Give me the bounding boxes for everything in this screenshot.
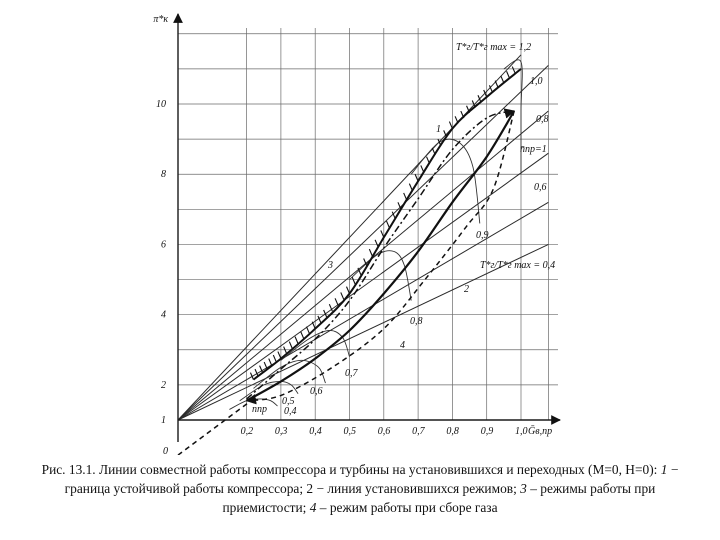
x-tick-label: 1,0 [515,426,528,437]
surge-hatch-mark [301,332,304,339]
label-temp-0-6: 0,6 [534,182,547,193]
figure-caption [28,460,692,517]
y-tick-label: 6 [161,239,166,251]
deceleration-line-4 [247,111,514,401]
x-tick-label: 0,2 [240,426,254,437]
axes [178,14,560,442]
x-tick-label: 0,9 [480,426,494,437]
surge-hatch-mark [409,184,412,191]
temperature-line-4 [178,202,548,420]
surge-hatch-mark [375,240,378,247]
label-npr: nпр [252,404,267,415]
x-tick-label: 0,8 [446,426,459,437]
label-speed-0-6: 0,6 [310,386,323,397]
label-line-2: 2 [464,284,469,295]
surge-hatch-mark [352,277,355,284]
surge-hatch-mark [381,230,384,237]
y-tick-label: 4 [161,309,166,321]
surge-hatch-mark [306,327,309,334]
label-npr-1: n̄пр=1 [520,144,547,155]
x-tick-label: 0,6 [377,426,391,437]
surge-hatch-mark [273,355,276,362]
labels [153,14,555,455]
label-speed-0-9: 0,9 [476,230,489,241]
surge-hatch-mark [432,148,435,155]
label-speed-0-7: 0,7 [345,368,358,379]
surge-hatch-mark [404,193,407,200]
surge-hatch-mark [278,352,281,359]
surge-hatch-mark [369,249,372,256]
x-tick-label: 0,3 [274,426,288,437]
caption-item-4-number: 4 [309,500,317,515]
temperature-line-1 [178,65,548,420]
caption-item-3-text: – режимы работы при приемистости; [222,481,656,515]
caption-item-1-number: 1 [660,462,668,477]
caption-item-3-number: 3 [520,481,527,496]
surge-hatch-mark [341,292,344,299]
surge-hatch-mark [415,174,418,181]
label-temp-1-2: T*г/T*г max = 1,2 [456,42,532,53]
y-tick-label: 10 [156,99,166,110]
surge-line-1 [254,69,522,380]
surge-hatch-mark [255,369,258,376]
y-tick-label: 8 [161,169,166,181]
caption-item-4-text: – режим работы при сборе газа [316,500,498,515]
surge-hatch-mark [449,122,452,129]
grid [178,28,558,420]
surge-hatch-mark [507,71,510,78]
label-temp-0-4: T*г/T*г max = 0,4 [480,260,556,271]
speed-line-4 [350,251,412,301]
caption-item-1-text: − граница устойчивой работы компрессора; 2 − линия установившихся режимов; [64,462,679,496]
surge-hatch-mark [501,76,504,83]
label-speed-0-5: 0,5 [282,396,295,407]
label-speed-0-4: 0,4 [284,406,297,417]
label-line-1: 1 [436,124,441,135]
label-line-4: 4 [400,340,405,351]
x-tick-label: 0,4 [309,426,322,437]
surge-hatch-mark [295,337,298,344]
surge-hatch-mark [289,342,292,349]
speed-line-6 [504,60,522,174]
surge-hatch-mark [478,95,481,102]
surge-hatch-mark [347,287,350,294]
surge-hatch-mark [495,81,498,88]
surge-hatch-mark [335,298,338,305]
steady-state-line-2 [247,111,514,401]
x-origin-label: 0 [163,446,168,455]
temperature-lines [178,55,548,420]
y-axis-title: π*к [153,14,168,25]
surge-hatch-mark [427,157,430,164]
y-origin-label: 1 [161,415,166,426]
x-tick-label: 0,7 [412,426,425,437]
label-temp-0-8: 0,8 [536,114,549,125]
label-temp-1-0: 1,0 [530,76,543,87]
x-tick-label: 0,5 [343,426,356,437]
x-axis-title: Ḡв,пр [528,426,553,437]
surge-hatch-mark [269,359,272,366]
label-speed-0-8: 0,8 [410,316,423,327]
surge-hatch-mark [421,165,424,172]
caption-main: Рис. 13.1. Линии совместной работы компрессора и турбины на установившихся и переходных (M=0, H=0): [41,462,661,477]
temperature-line-3 [178,153,548,420]
label-line-3: 3 [328,260,333,271]
surge-hatch-mark [387,221,390,228]
surge-hatch-mark [512,67,515,74]
y-tick-label: 2 [161,379,166,391]
surge-hatch-mark [455,116,458,123]
